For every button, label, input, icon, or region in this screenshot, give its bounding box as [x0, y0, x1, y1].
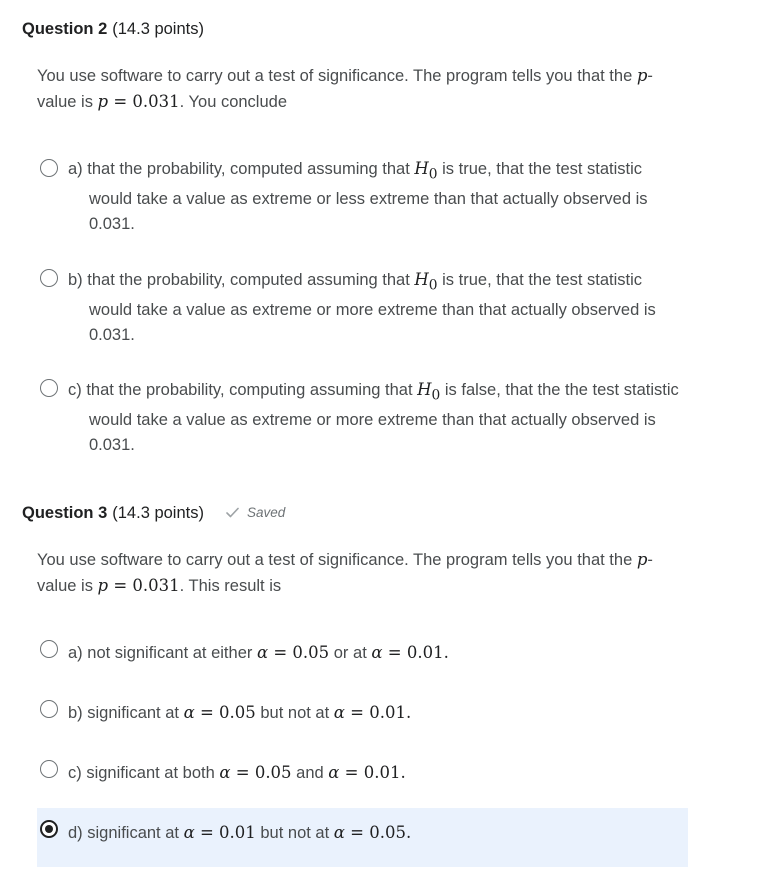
radio-button[interactable] [40, 760, 58, 778]
option-math-sub: 0 [431, 387, 441, 404]
question-title: Question 2 [22, 20, 108, 38]
option-text-1: significant at [87, 824, 184, 842]
option-text-pre: that the probability, computed assuming that [87, 271, 415, 289]
option-text-2: and [291, 764, 329, 782]
saved-status [226, 505, 285, 520]
radio-button-selected[interactable] [40, 820, 58, 838]
option-math-sub: 0 [428, 166, 438, 183]
question-header [22, 20, 204, 39]
question-header [22, 504, 285, 523]
option-text-2: but not at [255, 824, 334, 842]
alpha-value: = 0.01 [339, 763, 401, 782]
option-letter: b) [68, 271, 83, 289]
alpha-symbol: α [333, 823, 345, 842]
radio-button[interactable] [40, 700, 58, 718]
option-text-pre: that the probability, computed assuming that [87, 160, 415, 178]
option-letter: b) [68, 704, 83, 722]
alpha-symbol: α [333, 703, 345, 722]
stem-math-p: p [97, 576, 109, 595]
alpha-symbol: α [256, 643, 269, 662]
radio-button[interactable] [40, 159, 58, 177]
alpha-value: = 0.01 [344, 703, 406, 722]
option-text [68, 156, 689, 237]
answer-option-b[interactable] [37, 690, 688, 738]
option-text-2: or at [329, 644, 372, 662]
alpha-value: = 0.05 [344, 823, 406, 842]
stem-line2-pre: value is [37, 577, 98, 595]
option-text [68, 267, 689, 348]
answer-option-d[interactable] [37, 808, 688, 867]
question-stem [37, 547, 697, 599]
answer-option-c[interactable] [37, 750, 688, 798]
option-math-h: H [414, 270, 429, 289]
option-text-1: significant at both [86, 764, 220, 782]
option-math-h: H [414, 159, 429, 178]
option-text [68, 760, 689, 786]
alpha-value: = 0.05 [194, 703, 256, 722]
option-text-1: not significant at either [87, 644, 257, 662]
radio-button[interactable] [40, 379, 58, 397]
answer-option-a[interactable] [37, 150, 688, 240]
alpha-symbol: α [371, 643, 383, 662]
question-points: (14.3 points) [112, 504, 204, 522]
option-text-post: is true, that the test statistic would take a value as extreme or more extreme than that actually observed is 0.031. [89, 271, 656, 345]
alpha-symbol: α [328, 763, 340, 782]
stem-line2-post: . This result is [179, 577, 282, 595]
option-text-3: . [406, 823, 412, 842]
answer-option-a[interactable] [37, 630, 688, 678]
stem-math-value: = 0.031 [108, 92, 180, 111]
option-text [68, 820, 689, 846]
stem-line2-pre: value is [37, 93, 98, 111]
option-text-2: but not at [255, 704, 334, 722]
option-text [68, 377, 689, 458]
stem-intro: You use software to carry out a test of significance. The program tells you that the [37, 67, 637, 85]
stem-line2-post: . You conclude [179, 93, 288, 111]
option-letter: d) [68, 824, 83, 842]
stem-dash: - [647, 551, 653, 569]
option-text-3: . [400, 763, 406, 782]
question-stem [37, 63, 697, 115]
answer-option-c[interactable] [37, 370, 688, 460]
option-text-post: is false, that the the test statistic would take a value as extreme or more extreme than that actually observed is 0.031. [89, 381, 679, 455]
option-letter: c) [68, 381, 82, 399]
alpha-value: = 0.05 [268, 643, 330, 662]
radio-button[interactable] [40, 269, 58, 287]
option-math-sub: 0 [428, 277, 438, 294]
question-title: Question 3 [22, 504, 108, 522]
stem-math-p: p [97, 92, 109, 111]
option-letter: c) [68, 764, 82, 782]
question-points: (14.3 points) [112, 20, 204, 38]
option-text-pre: that the probability, computing assuming that [86, 381, 418, 399]
option-text-post: is true, that the test statistic would take a value as extreme or less extreme than that actually observed is 0.031. [89, 160, 648, 234]
stem-dash: - [647, 67, 653, 85]
alpha-symbol: α [183, 703, 195, 722]
stem-p-variable: p [636, 66, 648, 85]
checkmark-icon [226, 507, 239, 518]
option-letter: a) [68, 160, 83, 178]
alpha-symbol: α [183, 823, 195, 842]
option-text [68, 700, 689, 726]
stem-p-variable: p [636, 550, 648, 569]
option-text-3: . [406, 703, 412, 722]
alpha-value: = 0.01 [194, 823, 256, 842]
radio-button[interactable] [40, 640, 58, 658]
option-text-3: . [443, 643, 449, 662]
alpha-symbol: α [219, 763, 231, 782]
alpha-value: = 0.01 [382, 643, 444, 662]
stem-intro: You use software to carry out a test of significance. The program tells you that the [37, 551, 637, 569]
alpha-value: = 0.05 [230, 763, 292, 782]
option-math-h: H [417, 380, 432, 399]
option-letter: a) [68, 644, 83, 662]
saved-label: Saved [246, 505, 286, 520]
stem-math-value: = 0.031 [108, 576, 180, 595]
option-text [68, 640, 689, 666]
option-text-1: significant at [87, 704, 184, 722]
answer-option-b[interactable] [37, 260, 688, 350]
